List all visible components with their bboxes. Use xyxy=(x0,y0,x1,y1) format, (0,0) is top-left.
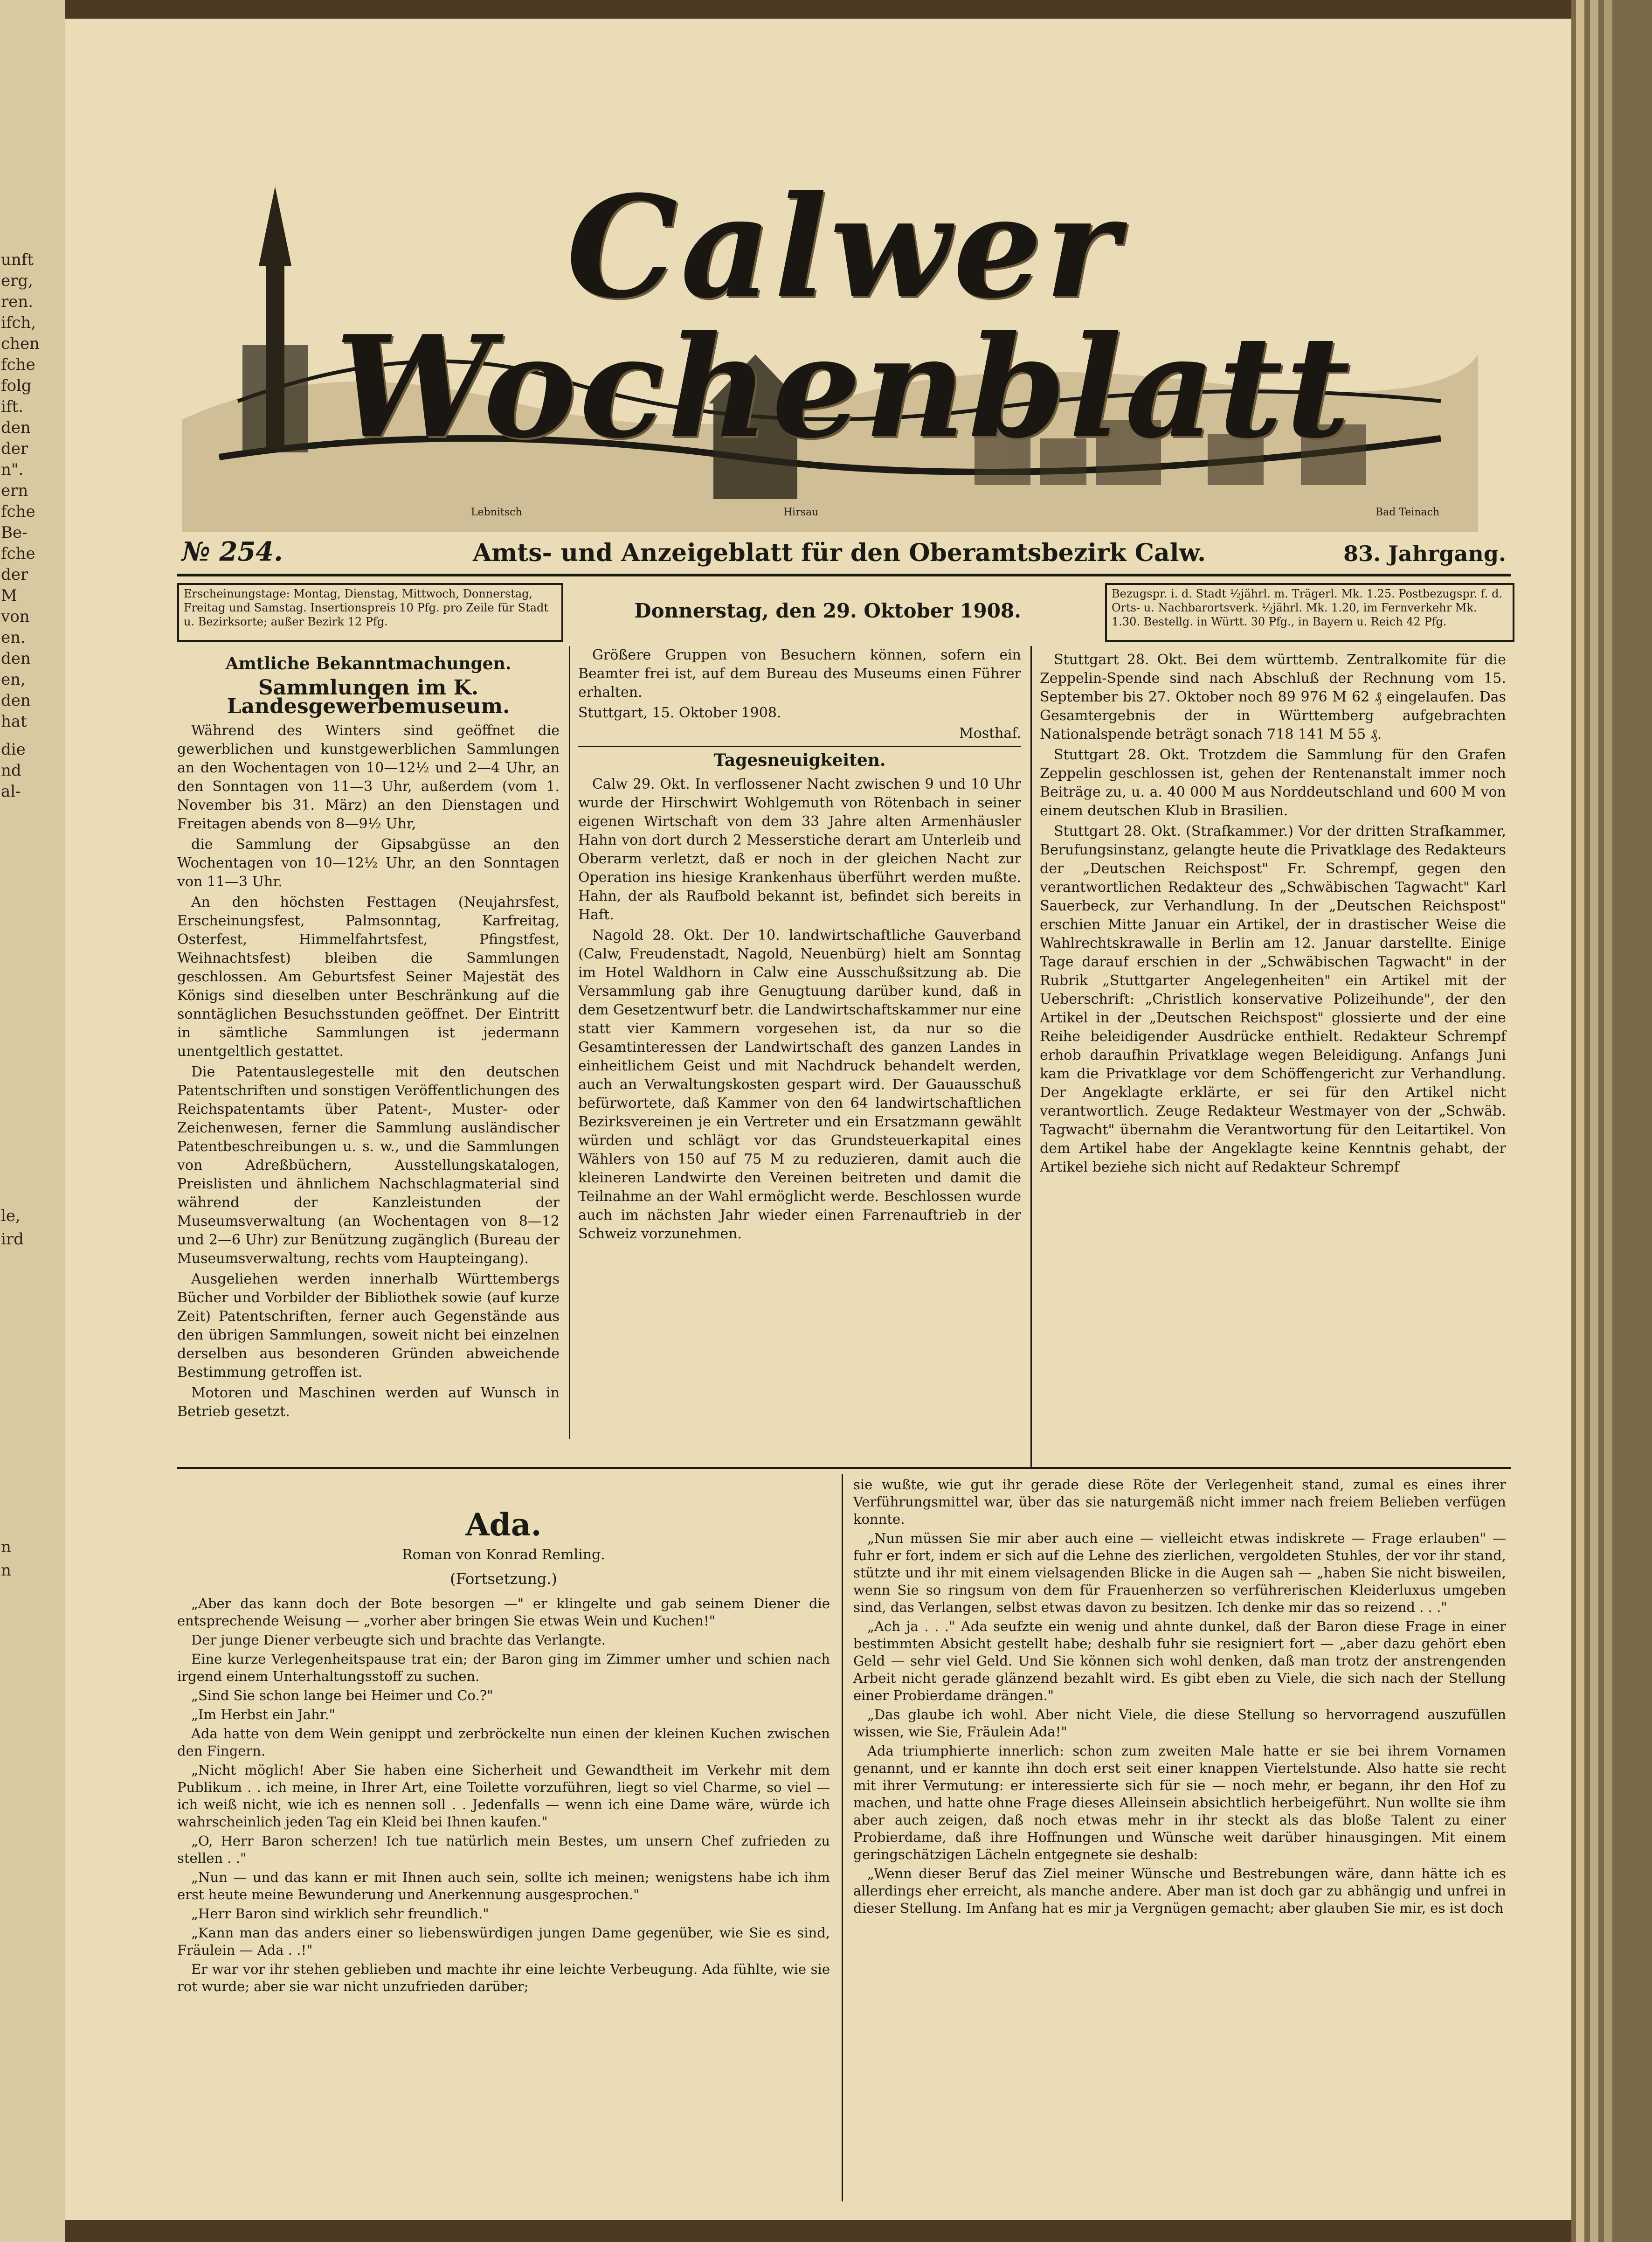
novel-paragraph: „Ach ja . . ." Ada seufzte ein wenig und ahnte dunkel, daß der Baron diese Frage in einer bestimmten Absicht gestellt habe; deshalb fuhr sie resigniert fort — „aber dazu gehört eben Geld — sehr viel Geld. Und Sie können sich wohl denken, daß man trotz der anstrengenden Arbeit nicht gerade glänzend bezahlt wird. Es gibt eben zu Viele, die sich nach der Stellung einer Probierdame drängen." xyxy=(853,1618,1506,1703)
article-paragraph: Größere Gruppen von Besuchern können, sofern ein Beamter frei ist, auf dem Bureau des Museums einen Führer erhalten. xyxy=(578,647,1021,701)
margin-text-fragment: ifch, xyxy=(1,313,36,332)
article-paragraph: die Sammlung der Gipsabgüsse an den Wochentagen von 10—12½ Uhr, an den Sonntagen von 11—3 Uhr. xyxy=(177,836,560,890)
novel-paragraph: Der junge Diener verbeugte sich und brachte das Verlangte. xyxy=(191,1632,606,1648)
margin-text-fragment: unft xyxy=(1,250,34,269)
signoff-place: Stuttgart, 15. Oktober 1908. xyxy=(578,705,781,721)
margin-text-fragment: den xyxy=(1,691,31,710)
novel-paragraph: „Nun müssen Sie mir aber auch eine — vielleicht etwas indiskrete — Frage erlauben" — fuhr er fort, indem er sich auf die Lehne des zierlichen, vergoldeten Stuhles, der vor ihr stand, stützte und ihr mit einem vielsagenden Blicke in die Augen sah — „haben Sie nicht bisweilen, wenn Sie so ringsum von dem für Frauenherzen so verführerischen Kleiderluxus umgeben sind, das Verlangen, selbst etwas davon zu besitzen. Ich denke mir das so reizend . . ." xyxy=(853,1530,1506,1615)
margin-text-fragment: Be- xyxy=(1,523,28,542)
newspaper-subtitle: Amts- und Anzeigeblatt für den Oberamtsbezirk Calw. xyxy=(472,539,1206,567)
margin-text-fragment: ren. xyxy=(1,292,34,311)
column-official-notices xyxy=(177,651,560,1423)
feuilleton-rule xyxy=(177,1467,1511,1469)
svg-text:Hirsau: Hirsau xyxy=(783,507,819,518)
margin-text-fragment: folg xyxy=(1,376,32,395)
svg-text:Lebnitsch: Lebnitsch xyxy=(471,507,522,518)
news-item: Nagold 28. Okt. Der 10. landwirtschaftliche Gauverband (Calw, Freudenstadt, Nagold, Neuenbürg) hielt am Sonntag im Hotel Waldhorn in Calw eine Ausschußsitzung ab. Die Versammlung gab ihre Genugtuung darüber kund, daß in dem Gesetzentwurf betr. die Landwirtschaftskammer nur eine statt vier Kammern vorgesehen ist, da nur so die Gesamtinteressen der Landwirtschaft des ganzen Landes in einheitlichem Geist und mit Nachdruck behandelt werden, auch an Verwaltungskosten gespart wird. Der Gauausschuß befürwortete, daß Kammer von den 64 landwirtschaftlichen Bezirksvereinen je ein Vertreter und ein Ersatzmann gewählt würden und schlägt vor das Grundsteuerkapital eines Wählers von 150 auf 75 M zu reduzieren, damit auch die kleineren Landwirte den Vereinen beitreten und damit die Teilnahme an der Wahl ermöglicht werde. Beschlossen wurde auch im nächsten Jahr wieder einen Farrenauftrieb in der Schweiz vorzunehmen. xyxy=(578,927,1021,1242)
news-item: Stuttgart 28. Okt. Trotzdem die Sammlung für den Grafen Zeppelin geschlossen ist, gehen der Rentenanstalt immer noch Beiträge zu, u. a. 40 000 M aus Norddeutschland und 600 M von einem deutschen Klub in Brasilien. xyxy=(1040,747,1506,819)
feuilleton-divider xyxy=(842,1474,843,2201)
novel-paragraph: sie wußte, wie gut ihr gerade diese Röte der Verlegenheit stand, zumal es eines ihrer Verführungsmittel war, über das sie naturgemäß nicht immer nach freiem Belieben verfügen konnte. xyxy=(853,1477,1506,1527)
news-item: Stuttgart 28. Okt. (Strafkammer.) Vor der dritten Strafkammer, Berufungsinstanz, gelangte heute die Privatklage des Redakteurs der „Deutschen Reichspost" Fr. Schrempf, gegen den verantwortlichen Redakteur des „Schwäbischen Tagwacht" Karl Sauerbeck, zur Verhandlung. In der „Deutschen Reichspost" erschien Mitte Januar ein Artikel, der in drastischer Weise die Wahlrechtskrawalle in Berlin am 12. Januar darstellte. Einige Tage darauf erschien in der „Schwäbischen Tagwacht" in der Rubrik „Stuttgarter Angelegenheiten" ein Artikel mit der Ueberschrift: „Christlich konservative Polizeihunde", der den Artikel in der „Deutschen Reichspost" glossierte und der eine Reihe beleidigender Ausdrücke enthielt. Redakteur Schrempf erhob daraufhin Privatklage wegen Beleidigung. Anfangs Juni kam die Privatklage vor dem Schöffengericht zur Verhandlung. Der Angeklagte erklärte, er sei für den Artikel nicht verantwortlich. Zeuge Redakteur Westmayer von der „Schwäb. Tagwacht" übernahm die Verantwortung für den Leitartikel. Von dem Artikel habe der Angeklagte keine Kenntnis gehabt, der Artikel beziehe sich nicht auf Redakteur Schrempf xyxy=(1040,823,1506,1175)
novel-paragraph: Er war vor ihr stehen geblieben und machte ihr eine leichte Verbeugung. Ada fühlte, wie sie rot wurde; aber sie war nicht unzufrieden darüber; xyxy=(177,1961,830,1994)
margin-text-fragment: den xyxy=(1,649,31,668)
margin-text-fragment: en. xyxy=(1,628,26,647)
news-item: Stuttgart 28. Okt. Bei dem württemb. Zentralkomite für die Zeppelin-Spende sind nach Abschluß der Rechnung vom 15. September bis 27. Oktober noch 89 976 M 62 ₰ eingelaufen. Das Gesamtergebnis der in Württemberg aufgebrachten Nationalspende beträgt sonach 718 141 M 55 ₰. xyxy=(1040,652,1506,743)
margin-text-fragment: fche xyxy=(1,502,35,521)
margin-text-fragment: der xyxy=(1,439,28,458)
newspaper-page xyxy=(65,19,1571,2220)
continuation-label: (Fortsetzung.) xyxy=(450,1570,557,1588)
novel-paragraph: „O, Herr Baron scherzen! Ich tue natürlich mein Bestes, um unsern Chef zufrieden zu stellen . ." xyxy=(177,1833,830,1866)
margin-text-fragment: al- xyxy=(1,782,21,801)
article-paragraph: Motoren und Maschinen werden auf Wunsch in Betrieb gesetzt. xyxy=(177,1385,560,1420)
margin-text-fragment: M xyxy=(1,586,17,605)
novel-paragraph: Eine kurze Verlegenheitspause trat ein; der Baron ging im Zimmer umher und schien nach irgend einem Unterhaltungsstoff zu suchen. xyxy=(177,1651,830,1684)
novel-paragraph: Ada triumphierte innerlich: schon zum zweiten Male hatte er sie bei ihrem Vornamen genannt, und er kannte ihn doch erst seit einer knappen Viertelstunde. Also hatte sie recht mit ihrer Vermutung: er interessierte sich für sie — noch mehr, er begann, ihr den Hof zu machen, und hatte ohne Frage dieses Alleinsein absichtlich herbeigeführt. Nun wollte sie ihm aber auch zeigen, daß noch etwas mehr in ihr steckt als das bloße Talent zu einer Probierdame, daß ihre Hoffnungen und Wünsche weit darüber hinausgingen. Mit einem geringschätzigen Lächeln entgegnete sie deshalb: xyxy=(853,1743,1506,1862)
signoff-name: Mosthaf. xyxy=(959,725,1021,742)
subscription-info-box: Bezugspr. i. d. Stadt ½jährl. m. Trägerl. Mk. 1.25. Postbezugspr. f. d. Orts- u. Nachbarortsverk. ½jährl. Mk. 1.20, im Fernverkehr Mk. 1.30. Bestellg. in Württ. 30 Pfg., in Bayern u. Reich 42 Pfg. xyxy=(1105,583,1514,642)
novel-column-right xyxy=(853,1476,1506,1919)
margin-text-fragment: fche xyxy=(1,544,35,563)
margin-text-fragment: n". xyxy=(1,460,24,479)
margin-text-fragment: den xyxy=(1,418,31,437)
article-paragraph: Die Patentauslegestelle mit den deutschen Patentschriften und sonstigen Veröffentlichungen des Reichspatentamts über Patent-, Muster- oder Zeichenwesen, ferner die Sammlung ausländischer Patentbeschreibungen u. s. w., und die Sammlungen von Adreßbüchern, Ausstellungskatalogen, Preislisten und ähnlichem Nachschlagmaterial sind während der Kanzleistunden der Museumsverwaltung (an Wochentagen von 8—12 und 2—6 Uhr) zur Benützung zugänglich (Bureau der Museumsverwaltung, rechts vom Haupteingang). xyxy=(177,1064,560,1267)
novel-paragraph: „Kann man das anders einer so liebenswürdigen jungen Dame gegenüber, wie Sie es sind, Fräulein — Ada . .!" xyxy=(177,1925,830,1958)
margin-text-fragment: nd xyxy=(1,761,21,780)
novel-paragraph: Ada hatte von dem Wein genippt und zerbröckelte nun einen der kleinen Kuchen zwischen den Fingern. xyxy=(177,1726,830,1759)
header-rule xyxy=(177,574,1511,576)
margin-text-fragment: hat xyxy=(1,712,27,731)
article-paragraph: Während des Winters sind geöffnet die gewerblichen und kunstgewerblichen Sammlungen an den Wochentagen von 10—12½ und 2—4 Uhr, an den Sonntagen von 11—3 Uhr, außerdem (vom 1. November bis 31. März) an den Dienstagen und Freitagen abends von 8—9½ Uhr, xyxy=(177,722,560,832)
margin-text-fragment: le, xyxy=(1,1207,21,1225)
issue-date: Donnerstag, den 29. Oktober 1908. xyxy=(634,599,1021,622)
margin-text-fragment: en, xyxy=(1,670,26,689)
novel-paragraph: „Nicht möglich! Aber Sie haben eine Sicherheit und Gewandtheit im Verkehr mit dem Publikum . . ich meine, in Ihrer Art, eine Toilette vorzuführen, liegt so viel Charme, so viel — ich weiß nicht, wie ich es nennen soll . . Jedenfalls — wenn ich eine Dame wäre, würde ich wahrscheinlich jeden Tag ein Kleid bei Ihnen kaufen." xyxy=(177,1762,830,1830)
margin-text-fragment: von xyxy=(1,607,30,626)
column-daily-news xyxy=(578,646,1021,1245)
article-title: Sammlungen im K. Landesgewerbemuseum. xyxy=(227,676,510,718)
novel-title: Ada. xyxy=(465,1506,542,1543)
margin-text-fragment: n xyxy=(1,1561,11,1580)
margin-text-fragment: fche xyxy=(1,355,35,374)
svg-text:Bad Teinach: Bad Teinach xyxy=(1376,507,1440,518)
novel-paragraph: „Aber das kann doch der Bote besorgen —" er klingelte und gab seinem Diener die entsprechende Weisung — „vorher aber bringen Sie etwas Wein und Kuchen!" xyxy=(177,1596,830,1629)
novel-paragraph: „Im Herbst ein Jahr." xyxy=(191,1707,335,1722)
news-item: Calw 29. Okt. In verflossener Nacht zwischen 9 und 10 Uhr wurde der Hirschwirt Wohlgemuth von Rötenbach in seiner eigenen Wirtschaft von dem 33 Jahre alten Armenhäusler Hahn von dort durch 2 Messerstiche derart am Unterleib und Oberarm verletzt, daß er noch in der gleichen Nacht zur Operation ins hiesige Krankenhaus überführt werden mußte. Hahn, der als Raufbold bekannt ist, befindet sich bereits in Haft. xyxy=(578,776,1021,923)
column-stuttgart-news xyxy=(1040,651,1506,1179)
novel-paragraph: „Nun — und das kann er mit Ihnen auch sein, sollte ich meinen; wenigstens habe ich ihm erst heute meine Bewunderung und Anerkennung ausgesprochen." xyxy=(177,1869,830,1902)
margin-text-fragment: chen xyxy=(1,334,40,353)
issue-number: № 254. xyxy=(182,536,283,567)
masthead xyxy=(182,159,1478,532)
margin-text-fragment: ird xyxy=(1,1230,24,1249)
margin-text-fragment: der xyxy=(1,565,28,584)
novel-paragraph: „Wenn dieser Beruf das Ziel meiner Wünsche und Bestrebungen wäre, dann hätte ich es allerdings eher erreicht, als manche andere. Aber man ist doch gar zu abhängig und unfrei in dieser Stellung. Im Anfang hat es mir ja Vergnügen gemacht; aber glauben Sie mir, es ist doch xyxy=(853,1866,1506,1916)
article-paragraph: Ausgeliehen werden innerhalb Württembergs Bücher und Vorbilder der Bibliothek sowie (auf kurze Zeit) Patentschriften, ferner auch Gegenstände aus den übrigen Sammlungen, soweit nicht bei einzelnen derselben aus besonderen Gründen abweichende Bestimmung getroffen ist. xyxy=(177,1271,560,1381)
section-rule xyxy=(578,746,1021,747)
section-heading: Amtliche Bekanntmachungen. xyxy=(225,654,511,673)
column-divider xyxy=(569,646,570,1439)
novel-paragraph: „Herr Baron sind wirklich sehr freundlich." xyxy=(191,1906,489,1922)
article-paragraph: An den höchsten Festtagen (Neujahrsfest, Erscheinungsfest, Palmsonntag, Karfreitag, Osterfest, Himmelfahrtsfest, Pfingstfest, Weihnachtsfest) bleiben die Sammlungen geschlossen. Am Geburtsfest Seiner Majestät des Königs sind dieselben unter Beschränkung auf die sonntäglichen Besuchsstunden geöffnet. Der Eintritt in sämtliche Sammlungen ist jedermann unentgeltlich gestattet. xyxy=(177,894,560,1060)
section-heading: Tagesneuigkeiten. xyxy=(713,750,886,770)
column-divider xyxy=(1030,646,1032,1467)
margin-text-fragment: ern xyxy=(1,481,28,500)
margin-text-fragment: erg, xyxy=(1,271,33,290)
margin-text-fragment: ift. xyxy=(1,397,23,416)
novel-paragraph: „Das glaube ich wohl. Aber nicht Viele, die diese Stellung so hervorragend auszufüllen wissen, wie Sie, Fräulein Ada!" xyxy=(853,1707,1506,1740)
novel-author: Roman von Konrad Remling. xyxy=(402,1547,605,1563)
margin-text-fragment: die xyxy=(1,740,26,759)
novel-column-left xyxy=(177,1595,830,1997)
newspaper-title: Calwer Wochenblatt xyxy=(335,165,1353,469)
volume-number: 83. Jahrgang. xyxy=(1343,541,1506,566)
binding-edge xyxy=(1571,0,1652,2242)
publishing-info-box: Erscheinungstage: Montag, Dienstag, Mittwoch, Donnerstag, Freitag und Samstag. Insertionspreis 10 Pfg. pro Zeile für Stadt u. Bezirksorte; außer Bezirk 12 Pfg. xyxy=(177,583,563,642)
previous-page-margin xyxy=(0,0,65,2242)
margin-text-fragment: n xyxy=(1,1538,11,1556)
novel-paragraph: „Sind Sie schon lange bei Heimer und Co.?" xyxy=(191,1687,493,1703)
